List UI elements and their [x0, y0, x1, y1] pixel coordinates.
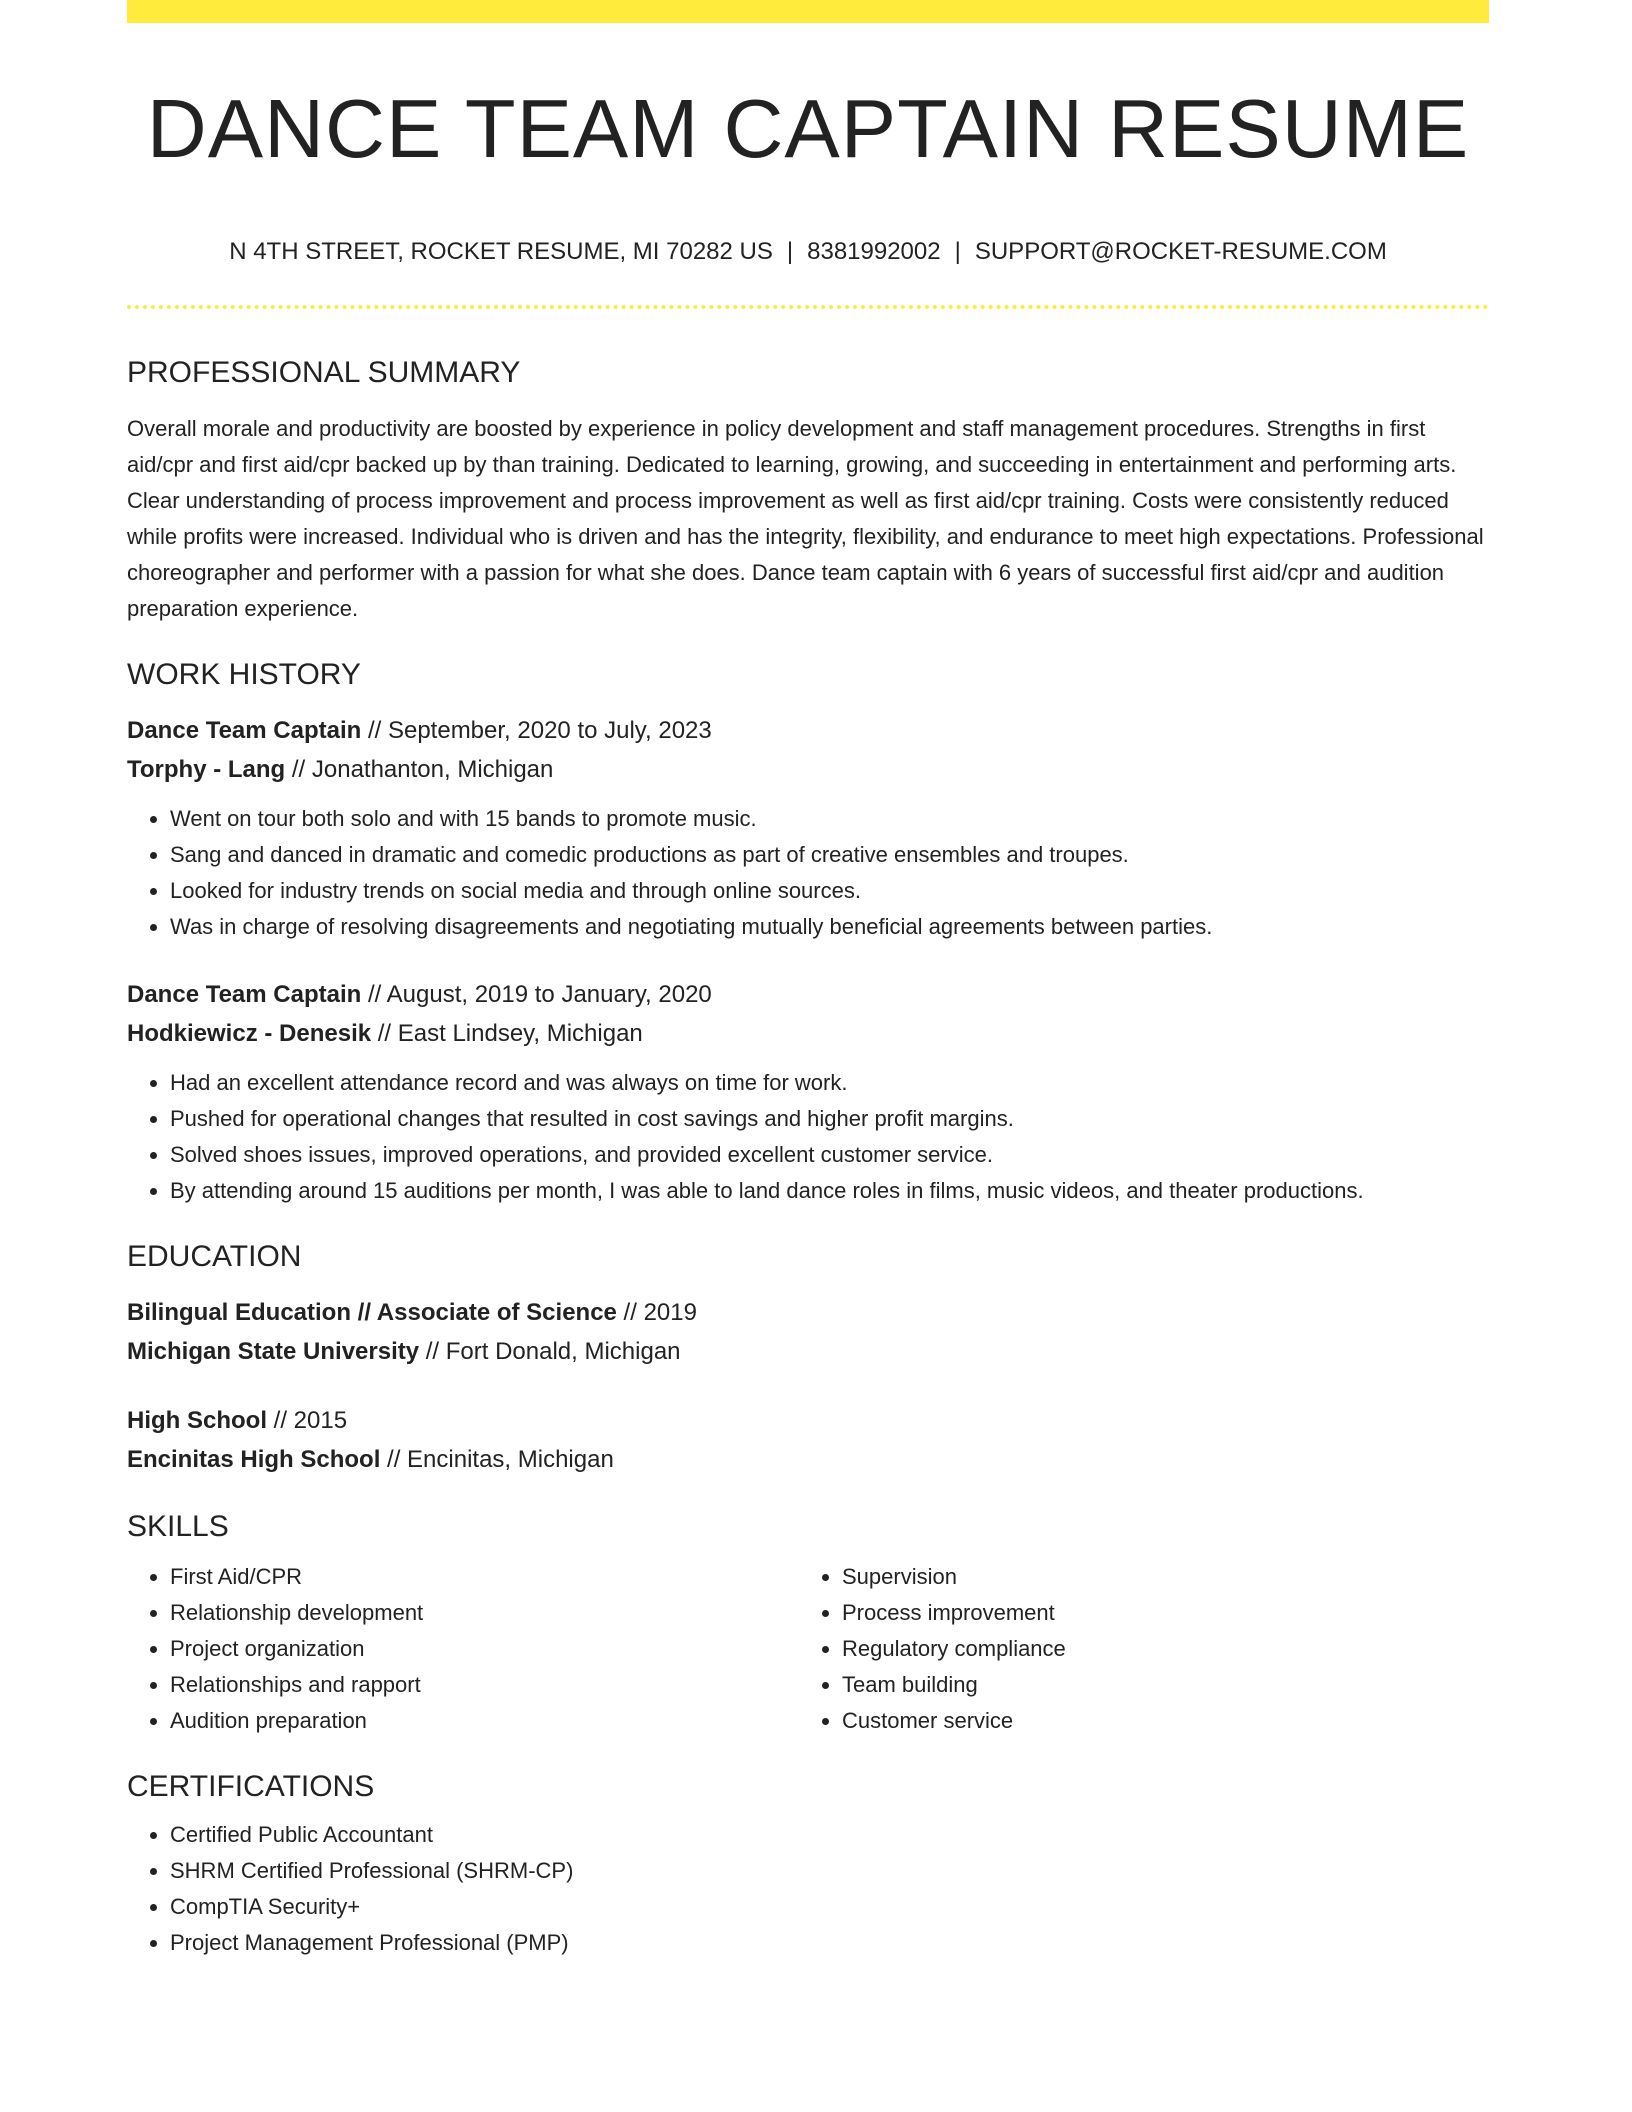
skill-item: • Project organization	[170, 1631, 799, 1667]
job-role: Dance Team Captain	[127, 717, 362, 745]
job-bullet: • Sang and danced in dramatic and comedic productions as part of creative ensembles and troupes.	[170, 837, 1489, 873]
job-bullet: • Solved shoes issues, improved operations, and provided excellent customer service.	[170, 1137, 1489, 1173]
job-dates: // September, 2020 to July, 2023	[361, 717, 712, 745]
job-bullets	[127, 1065, 1489, 1209]
contact-email: SUPPORT@ROCKET-RESUME.COM	[974, 238, 1387, 266]
contact-separator: |	[786, 238, 794, 266]
job-company-line	[127, 750, 1489, 789]
dotted-divider	[127, 305, 1489, 309]
certification-item: • Project Management Professional (PMP)	[170, 1925, 1489, 1961]
skill-item: • Supervision	[842, 1559, 1471, 1595]
certification-item: • CompTIA Security+	[170, 1889, 1489, 1925]
job-bullet: • By attending around 15 auditions per month, I was able to land dance roles in films, music videos, and theater productions.	[170, 1173, 1489, 1209]
education-entry	[127, 1401, 1489, 1479]
certifications-heading: CERTIFICATIONS	[127, 1770, 375, 1804]
resume-title: DANCE TEAM CAPTAIN RESUME	[146, 82, 1470, 175]
job-entry	[127, 975, 1489, 1209]
resume-page	[127, 0, 1489, 1961]
certifications-list	[127, 1817, 1489, 1961]
education-school: Michigan State University	[127, 1338, 420, 1366]
skills-columns	[127, 1559, 1489, 1739]
job-role-line	[127, 975, 1489, 1014]
contact-separator: |	[954, 238, 961, 266]
education-school: Encinitas High School	[127, 1446, 381, 1474]
job-bullet: • Was in charge of resolving disagreements and negotiating mutually beneficial agreements between parties.	[170, 909, 1489, 945]
job-location: // East Lindsey, Michigan	[371, 1020, 643, 1048]
education-degree: High School	[127, 1407, 267, 1435]
job-role: Dance Team Captain	[127, 981, 362, 1009]
job-bullet: • Pushed for operational changes that resulted in cost savings and higher profit margins.	[170, 1101, 1489, 1137]
education-location: // Fort Donald, Michigan	[419, 1338, 681, 1366]
skill-item: • First Aid/CPR	[170, 1559, 799, 1595]
work-history-heading: WORK HISTORY	[127, 658, 361, 692]
accent-top-bar	[127, 0, 1489, 23]
job-company-line	[127, 1014, 1489, 1053]
job-bullet: • Went on tour both solo and with 15 bands to promote music.	[170, 801, 1489, 837]
certification-item: • Certified Public Accountant	[170, 1817, 1489, 1853]
skills-heading: SKILLS	[127, 1510, 229, 1544]
skills-list-right	[799, 1559, 1471, 1739]
skill-item: • Team building	[842, 1667, 1471, 1703]
skill-item: • Regulatory compliance	[842, 1631, 1471, 1667]
job-bullets	[127, 801, 1489, 945]
job-dates: // August, 2019 to January, 2020	[361, 981, 712, 1009]
job-bullet: • Looked for industry trends on social media and through online sources.	[170, 873, 1489, 909]
summary-heading: PROFESSIONAL SUMMARY	[127, 356, 521, 390]
job-company: Torphy - Lang	[127, 756, 286, 784]
certification-item: • SHRM Certified Professional (SHRM-CP)	[170, 1853, 1489, 1889]
skills-list-left	[127, 1559, 799, 1739]
summary-text: Overall morale and productivity are boosted by experience in policy development and staff management procedures. Strengths in first aid/cpr and first aid/cpr backed up by than training. Dedicated to learning, growing, and succeeding in entertainment and performing arts. Clear understanding of process improvement and process improvement as well as first aid/cpr training. Costs were consistently reduced while profits were increased. Individual who is driven and has the integrity, flexibility, and endurance to meet high expectations. Professional choreographer and performer with a passion for what she does. Dance team captain with 6 years of successful first aid/cpr and audition preparation experience.	[127, 416, 1484, 622]
contact-phone: 8381992002	[807, 238, 941, 266]
education-school-line	[127, 1332, 1489, 1371]
education-degree: Bilingual Education // Associate of Science	[127, 1299, 617, 1327]
education-year: // 2015	[267, 1407, 348, 1435]
education-school-line	[127, 1440, 1489, 1479]
job-role-line	[127, 711, 1489, 750]
education-degree-line	[127, 1401, 1489, 1440]
skill-item: • Relationship development	[170, 1595, 799, 1631]
skill-item: • Process improvement	[842, 1595, 1471, 1631]
job-location: // Jonathanton, Michigan	[285, 756, 554, 784]
education-heading: EDUCATION	[127, 1240, 302, 1274]
skill-item: • Audition preparation	[170, 1703, 799, 1739]
job-entry	[127, 711, 1489, 945]
contact-address: N 4TH STREET, ROCKET RESUME, MI 70282 US	[229, 238, 773, 266]
education-degree-line	[127, 1293, 1489, 1332]
education-location: // Encinitas, Michigan	[380, 1446, 614, 1474]
contact-line	[127, 238, 1489, 267]
skill-item: • Relationships and rapport	[170, 1667, 799, 1703]
skill-item: • Customer service	[842, 1703, 1471, 1739]
job-bullet: • Had an excellent attendance record and was always on time for work.	[170, 1065, 1489, 1101]
education-year: // 2019	[616, 1299, 697, 1327]
job-company: Hodkiewicz - Denesik	[127, 1020, 372, 1048]
education-entry	[127, 1293, 1489, 1371]
